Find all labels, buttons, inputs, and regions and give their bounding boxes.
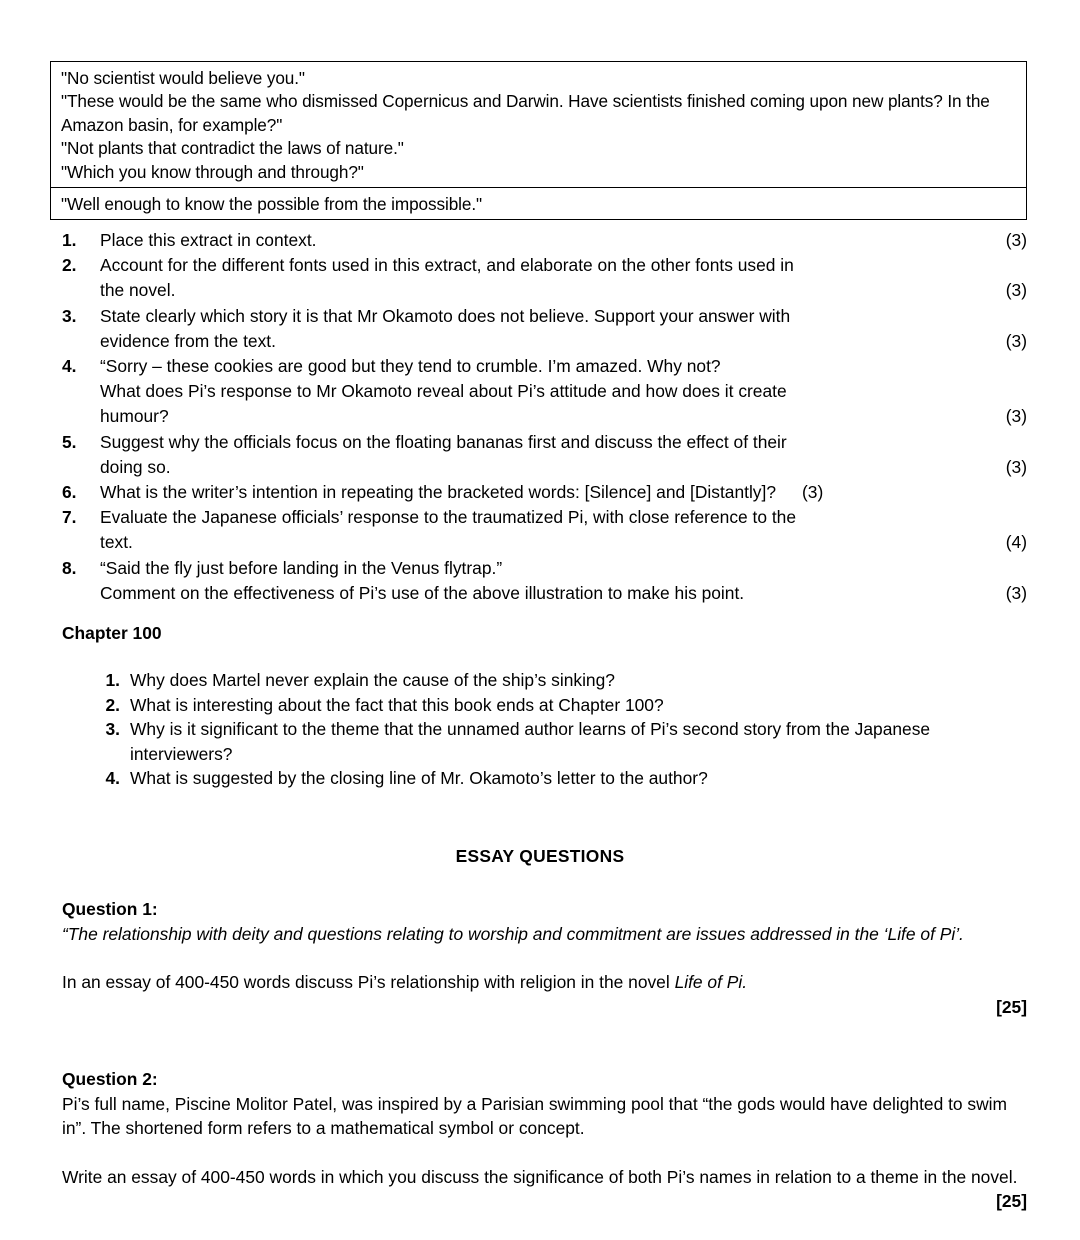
essay-question-1-heading: Question 1: [62,899,158,919]
question-text-line: humour? [100,406,169,427]
question-number: 5. [62,431,77,452]
extract-quote-box [50,61,1027,220]
chapter-question-row [50,693,1027,718]
question-row [50,505,1027,555]
question-marks-value [975,505,1027,530]
question-text [100,354,975,430]
question-number: 6. [62,482,77,503]
essay-questions-title: ESSAY QUESTIONS [455,846,625,866]
essay-question-2-task-text: Write an essay of 400-450 words in which you discuss the significance of both Pi’s names in relation to a theme in the novel. [62,1166,1018,1187]
essay-question-1-marks: [25] [996,996,1027,1017]
question-marks [975,430,1027,480]
chapter-question-text: What is interesting about the fact that this book ends at Chapter 100? [130,694,664,715]
extract-line: "No scientist would believe you." [61,68,305,88]
question-marks-value: (4) [1005,532,1027,553]
essay-question-1-task [62,970,1027,995]
extract-row [51,62,1026,187]
question-marks [975,304,1027,354]
spacer [62,1141,1027,1165]
essay-question-1-novel-title: Life of Pi. [674,972,748,993]
question-text-line-text: What is the writer’s intention in repeating the bracketed words: [Silence] and [Distantly]? [100,482,777,503]
essay-question-1-quote: “The relationship with deity and questions relating to worship and commitment are issues addressed in the ‘Life of Pi’. [62,923,964,944]
chapter-question-row [50,668,1027,693]
chapter-question-row [50,717,1027,766]
question-text [100,228,975,253]
essay-question-2-heading: Question 2: [62,1069,158,1089]
essay-question-2-task [62,1165,1027,1212]
question-marks-value: (3) [1005,582,1027,603]
chapter-question-text: Why does Martel never explain the cause of the ship’s sinking? [130,670,615,690]
question-row [50,556,1027,606]
essay-question-2 [62,1067,1027,1214]
question-row [50,354,1027,430]
question-text [100,556,975,606]
chapter-question-text: What is suggested by the closing line of Mr. Okamoto’s letter to the author? [130,768,708,789]
question-marks [975,505,1027,555]
question-text [100,430,975,480]
question-marks-value: (3) [1005,230,1027,250]
question-marks-value [975,304,1027,329]
question-row [50,480,1027,505]
question-number: 2. [62,255,77,276]
chapter-question-text: Why is it significant to the theme that the unnamed author learns of Pi’s second story from the Japanese interviewers? [130,719,931,764]
question-marks [975,228,1027,253]
question-marks-value [975,556,1027,581]
question-text [100,505,975,555]
question-text-line: doing so. [100,456,171,477]
question-marks-value: (3) [1005,280,1027,301]
question-marks [975,354,1027,430]
question-marks [975,253,1027,303]
question-text-line: Comment on the effectiveness of Pi’s use of the above illustration to make his point. [100,582,745,603]
chapter-question-number: 3. [105,719,120,740]
question-marks-value: (3) [1005,456,1027,477]
question-row [50,430,1027,480]
question-row [50,228,1027,253]
chapter-question-list [50,668,1027,791]
question-marks [975,556,1027,606]
question-marks-value: (3) [1005,406,1027,427]
chapter-question-row [50,766,1027,791]
extract-line: "Not plants that contradict the laws of nature." [61,138,404,159]
question-row [50,304,1027,354]
question-text-line: Evaluate the Japanese officials’ response to the traumatized Pi, with close reference to the [100,507,797,528]
question-marks-value [975,379,1027,404]
question-text [100,480,975,505]
question-number: 3. [62,305,77,326]
extract-line: "Which you know through and through?" [61,161,364,182]
question-marks-value [975,253,1027,278]
question-text-line: the novel. [100,280,176,301]
extract-row [51,187,1026,219]
question-marks-value [975,480,1027,505]
question-number: 7. [62,507,77,528]
chapter-heading: Chapter 100 [62,623,162,643]
question-text-line [100,480,969,505]
essay-question-2-marks: [25] [996,1191,1027,1212]
question-marks-value [975,354,1027,379]
question-number: 1. [62,230,77,250]
question-text-line: Place this extract in context. [100,230,317,250]
question-text-line: “Said the fly just before landing in the Venus flytrap.” [100,557,503,578]
question-text-line: evidence from the text. [100,330,276,351]
question-text-line: Account for the different fonts used in this extract, and elaborate on the other fonts used in [100,255,794,276]
chapter-question-number: 1. [105,670,120,690]
spacer [62,946,1027,970]
question-text-line: “Sorry – these cookies are good but they tend to crumble. I’m amazed. Why not? [100,356,721,377]
essay-question-1 [62,897,1027,1019]
question-number: 8. [62,557,77,578]
chapter-question-number: 4. [105,768,120,789]
question-row [50,253,1027,303]
question-number: 4. [62,356,77,377]
question-text-line: text. [100,532,133,553]
question-marks-inline: (3) [802,482,824,503]
question-text-line: What does Pi’s response to Mr Okamoto reveal about Pi’s attitude and how does it create [100,381,787,402]
extract-line: "Well enough to know the possible from the impossible." [61,194,483,215]
question-text [100,253,975,303]
chapter-question-number: 2. [105,694,120,715]
essay-question-2-context: Pi’s full name, Piscine Molitor Patel, was inspired by a Parisian swimming pool that “the gods would have delighted to swim in”. The shortened form refers to a mathematical symbol or concept. [62,1093,1008,1139]
question-marks-value [975,430,1027,455]
main-question-list [50,228,1027,606]
question-text [100,304,975,354]
question-text-line: State clearly which story it is that Mr Okamoto does not believe. Support your answer with [100,305,791,326]
essay-question-1-task-text: In an essay of 400-450 words discuss Pi’s relationship with religion in the novel [62,972,675,993]
question-marks [975,480,1027,505]
extract-line: "These would be the same who dismissed Copernicus and Darwin. Have scientists finished coming upon new plants? In the Amazon basin, for example?" [61,91,990,135]
question-text-line: Suggest why the officials focus on the floating bananas first and discuss the effect of their [100,431,787,452]
question-marks-value: (3) [1005,330,1027,351]
